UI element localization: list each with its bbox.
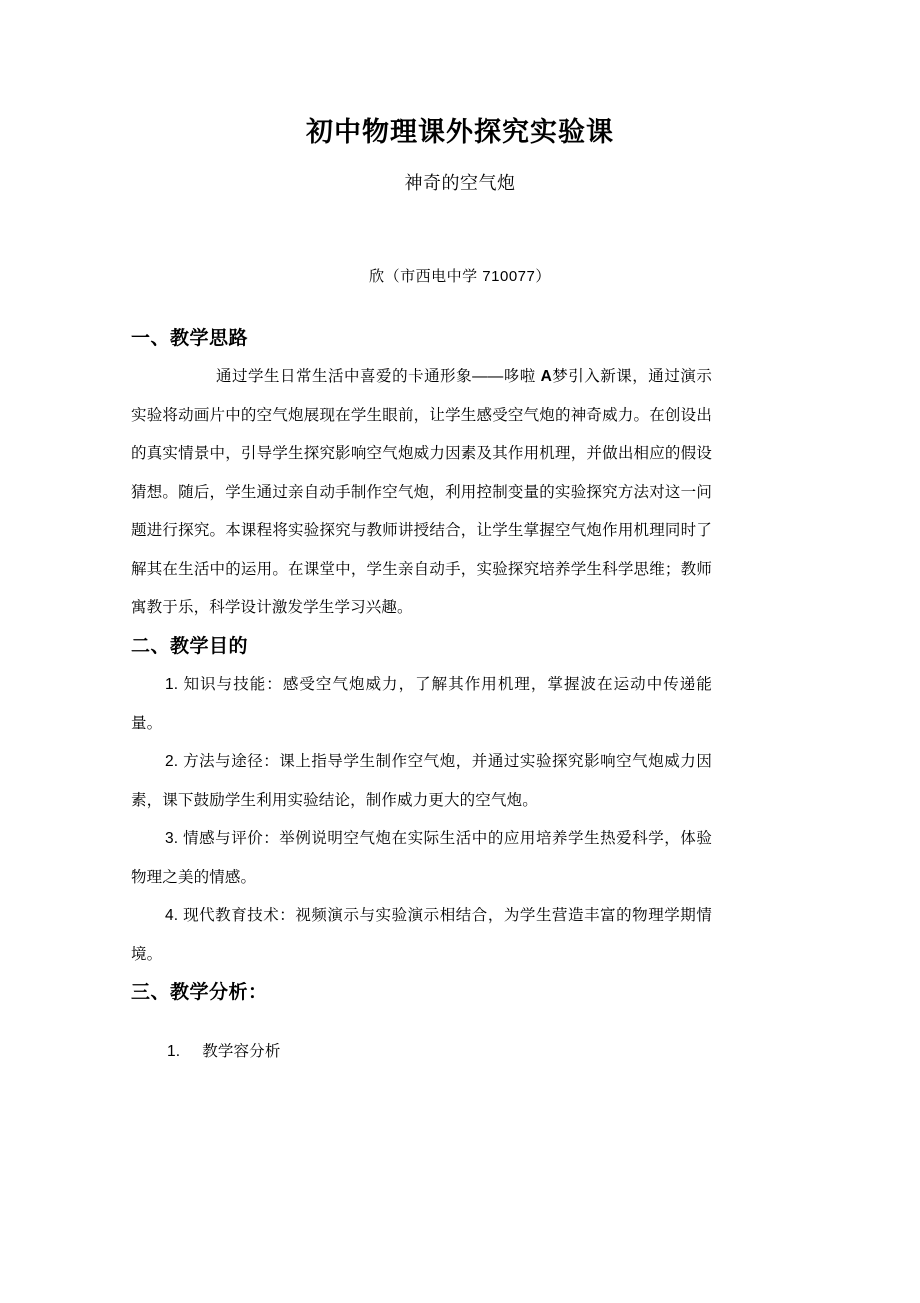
- paragraph-text-part-a: 通过学生日常生活中喜爱的卡通形象——哆啦: [216, 368, 541, 386]
- author-line: 欣（市西电中学 710077）: [369, 268, 551, 286]
- spacer: [131, 1007, 712, 1033]
- paragraph-text-part-b: 梦引入新课，通过演示实验将动画片中的空气炮展现在学生眼前，让学生感受空气炮的神奇威力。在创设出的真实情景中，引导学生探究影响空气炮威力因素及其作用机理，并做出相应的假设猜想。随后，学生通过亲自动手制作空气炮，利用控制变量的实验探究方法对这一问题进行探究。本课程将实验探究与教师讲授结合，让学生掌握空气炮作用机理同时了解其在生活中的运用。在课堂中，学生亲自动手，实验探究培养学生科学思维；教师寓教于乐，科学设计激发学生学习兴趣。: [131, 368, 712, 617]
- paragraph-teaching-approach: [131, 358, 712, 628]
- page-subtitle: 神奇的空气炮: [404, 172, 516, 193]
- title-block: [0, 0, 920, 287]
- objective-item-2: 2. 方法与途径：课上指导学生制作空气炮，并通过实验探究影响空气炮威力因素，课下鼓励学生利用实验结论，制作威力更大的空气炮。: [131, 753, 712, 809]
- objective-item-1: 1. 知识与技能：感受空气炮威力，了解其作用机理，掌握波在运动中传递能量。: [131, 676, 712, 732]
- paragraph-text-latin: A: [540, 368, 552, 386]
- analysis-item-label: 教学容分析: [202, 1042, 281, 1060]
- document-body: [0, 325, 920, 1072]
- section-heading-teaching-analysis: 三、教学分析：: [131, 982, 268, 1004]
- objective-item-4: 4. 现代教育技术：视频演示与实验演示相结合，为学生营造丰富的物理学期情境。: [131, 907, 712, 963]
- page-title: 初中物理课外探究实验课: [306, 117, 614, 147]
- objective-item-3: 3. 情感与评价：举例说明空气炮在实际生活中的应用培养学生热爱科学，体验物理之美的情感。: [131, 830, 712, 886]
- analysis-item-1: [131, 1033, 712, 1072]
- section-heading-teaching-approach: 一、教学思路: [131, 327, 249, 349]
- section-heading-teaching-objectives: 二、教学目的: [131, 635, 249, 657]
- analysis-item-number: 1.: [167, 1042, 181, 1060]
